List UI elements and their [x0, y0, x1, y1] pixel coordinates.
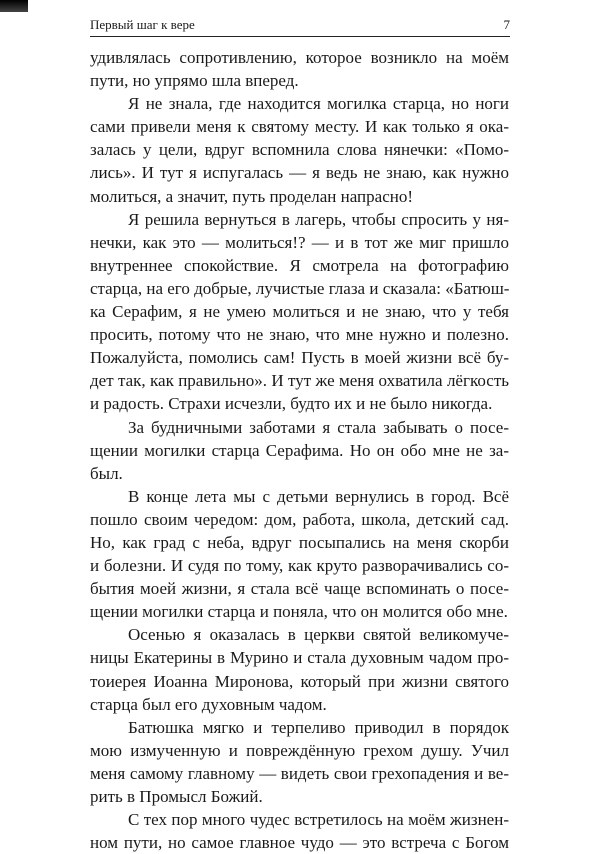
- running-header: [90, 14, 510, 37]
- text-line: сами привели меня к святому месту. И как только я ока-: [90, 117, 509, 137]
- text-line: Но, как град с неба, вдруг посыпались на меня скорби: [90, 532, 509, 552]
- running-title: Первый шаг к вере: [90, 17, 195, 32]
- text-line: внутреннее спокойствие. Я смотрела на фотографию: [90, 255, 509, 275]
- body-text: [90, 46, 509, 854]
- text-line: Батюшка мягко и терпеливо приводил в порядок: [128, 717, 509, 737]
- text-line: Я не знала, где находится могилка старца, но ноги: [128, 94, 509, 114]
- text-line: залась у цели, вдруг вспомнила слова нянечки: «Помо-: [90, 140, 509, 160]
- scan-edge-mark: [0, 0, 28, 12]
- text-line: С тех пор много чудес встретилось на моём жизнен-: [128, 810, 509, 830]
- text-line: молиться, а значит, путь проделан напрасно!: [90, 186, 414, 206]
- text-line: щении могилки старца и поняла, что он молится обо мне.: [90, 602, 508, 622]
- text-line: пошло своим чередом: дом, работа, школа, детский сад.: [90, 509, 509, 529]
- text-line: ницы Екатерины в Мурино и стала духовным чадом про-: [90, 648, 509, 668]
- text-line: бытия моей жизни, я стала всё чаще вспоминать о посе-: [90, 579, 509, 599]
- page-number: 7: [503, 17, 510, 32]
- text-line: За будничными заботами я стала забывать о посе-: [128, 417, 509, 437]
- text-line: щении могилки старца Серафима. Но он обо мне не за-: [90, 440, 509, 460]
- text-line: старца был его духовным чадом.: [90, 694, 327, 714]
- text-line: тоиерея Иоанна Миронова, который при жизни святого: [90, 671, 509, 691]
- text-line: пути, но упрямо шла вперед.: [90, 71, 299, 91]
- text-line: и болезни. И судя по тому, как круто разворачивались со-: [90, 556, 509, 576]
- text-line: ном пути, но самое главное чудо — это встреча с Богом: [90, 833, 509, 853]
- text-line: нечки, как это — молиться!? — и в тот же миг пришло: [90, 232, 509, 252]
- text-line: просить, потому что не знаю, что мне нужно и полезно.: [90, 325, 509, 345]
- text-line: Я решила вернуться в лагерь, чтобы спросить у ня-: [128, 209, 509, 229]
- text-line: В конце лета мы с детьми вернулись в город. Всё: [128, 486, 509, 506]
- text-line: дет так, как правильно». И тут же меня охватила лёгкость: [90, 371, 509, 391]
- text-line: старца, на его добрые, лучистые глаза и сказала: «Батюш-: [90, 278, 509, 298]
- text-line: Пожалуйста, помолись сам! Пусть в моей жизни всё бу-: [90, 348, 509, 368]
- text-line: был.: [90, 463, 123, 483]
- text-line: и радость. Страхи исчезли, будто их и не было никогда.: [90, 394, 493, 414]
- text-line: Осенью я оказалась в церкви святой великомуче-: [128, 625, 509, 645]
- text-line: меня самому главному — видеть свои грехопадения и ве-: [90, 763, 509, 783]
- text-line: рить в Промысл Божий.: [90, 787, 263, 806]
- text-line: мою измученную и повреждённую грехом душу. Учил: [90, 740, 509, 760]
- text-line: удивлялась сопротивлению, которое возникло на моём: [90, 48, 509, 67]
- text-line: лись». И тут я испугалась — я ведь не знаю, как нужно: [90, 163, 509, 183]
- text-line: ка Серафим, я не умею молиться и не знаю, что у тебя: [90, 302, 509, 322]
